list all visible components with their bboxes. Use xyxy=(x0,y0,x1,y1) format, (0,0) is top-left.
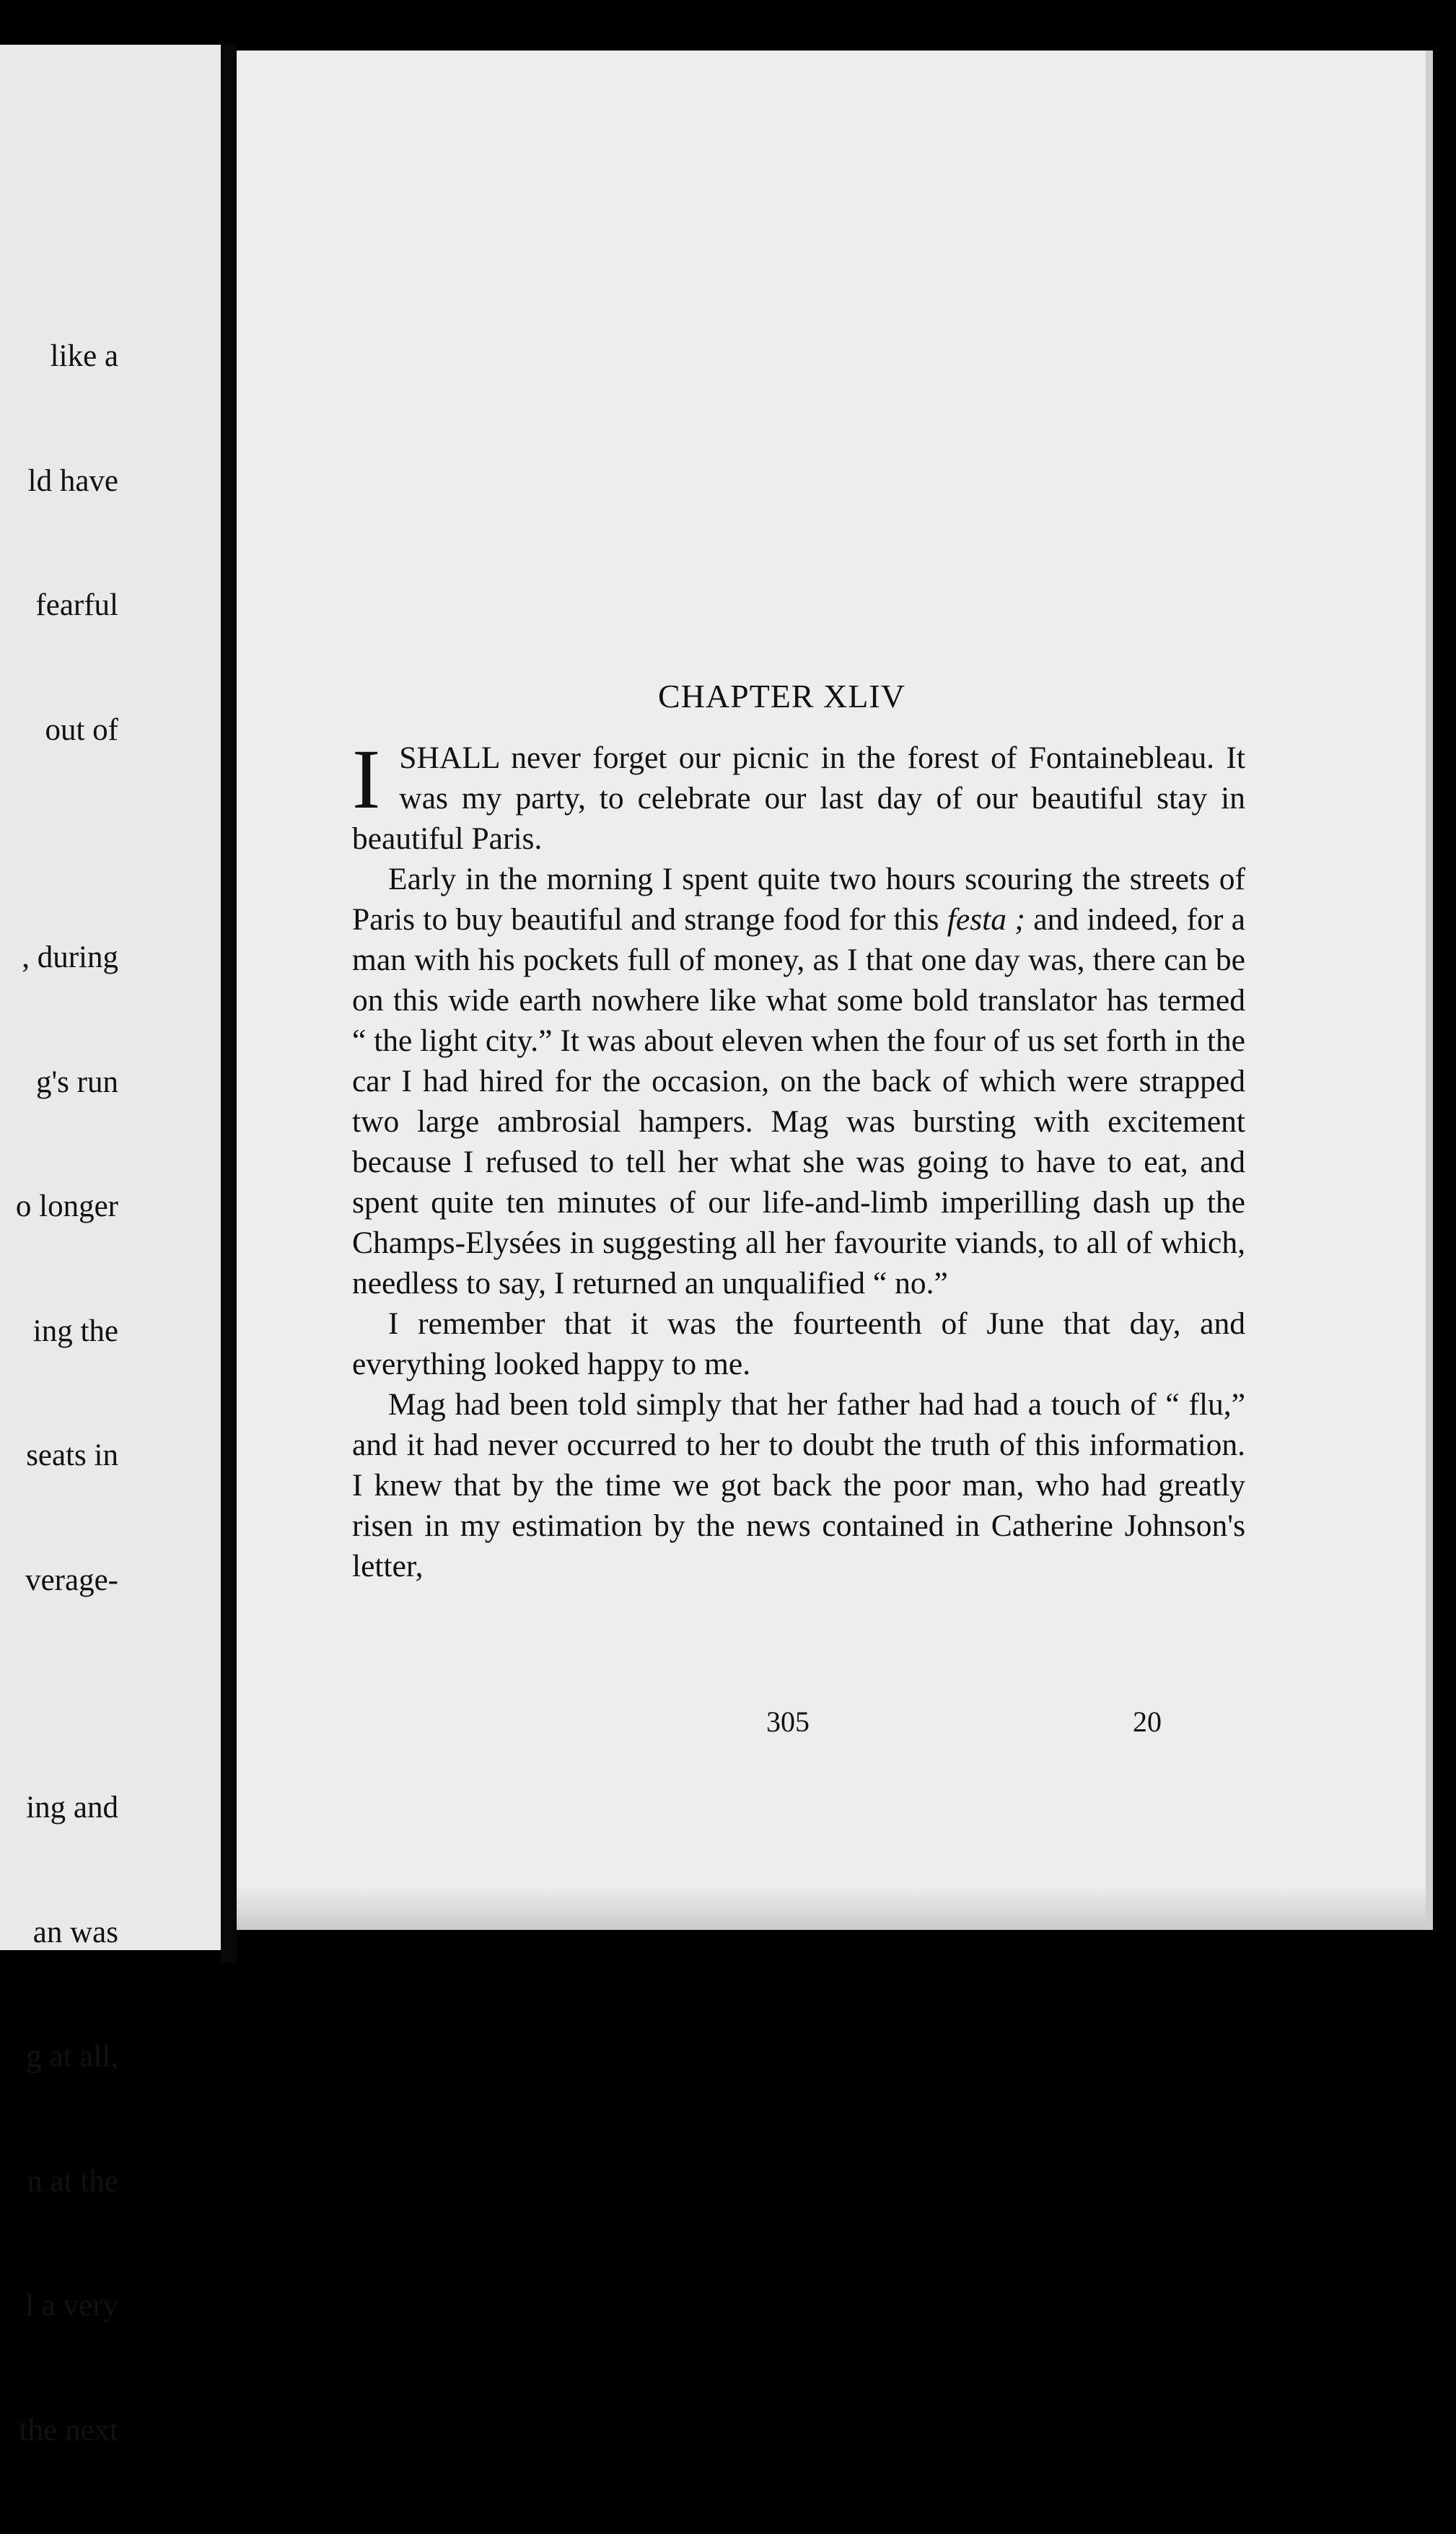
left-line: out of xyxy=(45,712,118,747)
right-page xyxy=(237,51,1433,1930)
left-line: ing and xyxy=(26,1791,118,1825)
paragraph xyxy=(352,1303,1245,1384)
italic-word: festa ; xyxy=(947,902,1025,937)
signature-mark: 20 xyxy=(1133,1705,1162,1738)
paragraph xyxy=(352,859,1245,1303)
left-line: o longer xyxy=(15,1189,118,1223)
left-line: g at all, xyxy=(26,2040,118,2074)
left-line: n at the xyxy=(27,2164,118,2198)
left-line: g's run xyxy=(35,1065,118,1099)
left-line: , during xyxy=(22,940,118,974)
left-line: seats in xyxy=(26,1438,118,1472)
page-bottom-shadow xyxy=(237,1887,1426,1930)
left-line: ing the xyxy=(32,1314,118,1348)
left-page-fragment xyxy=(0,45,221,2447)
paragraph xyxy=(352,1384,1245,1586)
book-gutter xyxy=(221,45,237,1963)
left-line: fearful xyxy=(35,588,118,622)
paragraph-text: Early in the morning I spent quite two hours scouring the streets of Paris to buy beautiful and strange food for this xyxy=(352,862,1245,937)
paragraph-text: and indeed, for a man with his pockets full of money, as I that one day was, there can be on this wide earth nowhere like what some bold translator has termed “ the light city.” It was about eleven when the four of us set forth in the car I had hired for the occasion, on the back of which were strapped two large ambrosial hampers. Mag was bursting with excitement because I refused to tell her what she was going to have to eat, and spent quite ten minutes of our life-and-limb imperilling dash up the Champs-Elysées in suggesting all her favourite viands, to all of which, needless to say, I returned an unqualified “ no.” xyxy=(352,902,1245,1301)
left-line: like a xyxy=(50,339,118,373)
left-line: l a very xyxy=(25,2289,118,2323)
paragraph-text: SHALL never forget our picnic in the forest of Fontainebleau. It was my party, to celebrate our last day of our beautiful stay in beautiful Paris. xyxy=(352,740,1245,856)
page-number: 305 xyxy=(766,1705,810,1738)
left-line: ld have xyxy=(27,463,118,498)
paragraph xyxy=(352,732,1245,859)
drop-cap: I xyxy=(352,732,381,826)
paragraph-text: I remember that it was the fourteenth of June that day, and everything looked happy to me. xyxy=(352,1306,1245,1381)
left-page-text xyxy=(16,253,118,2534)
left-line: an was xyxy=(32,1915,118,1949)
left-line: verage- xyxy=(25,1563,118,1597)
left-line: the next xyxy=(19,2413,118,2447)
chapter-body xyxy=(352,732,1245,1586)
paragraph-text: Mag had been told simply that her father had had a touch of “ flu,” and it had never occurred to her to doubt the truth of this information. I knew that by the time we got back the poor man, who had greatly risen in my estimation by the news contained in Catherine Johnson's letter, xyxy=(352,1387,1245,1583)
chapter-title: CHAPTER XLIV xyxy=(658,678,905,715)
